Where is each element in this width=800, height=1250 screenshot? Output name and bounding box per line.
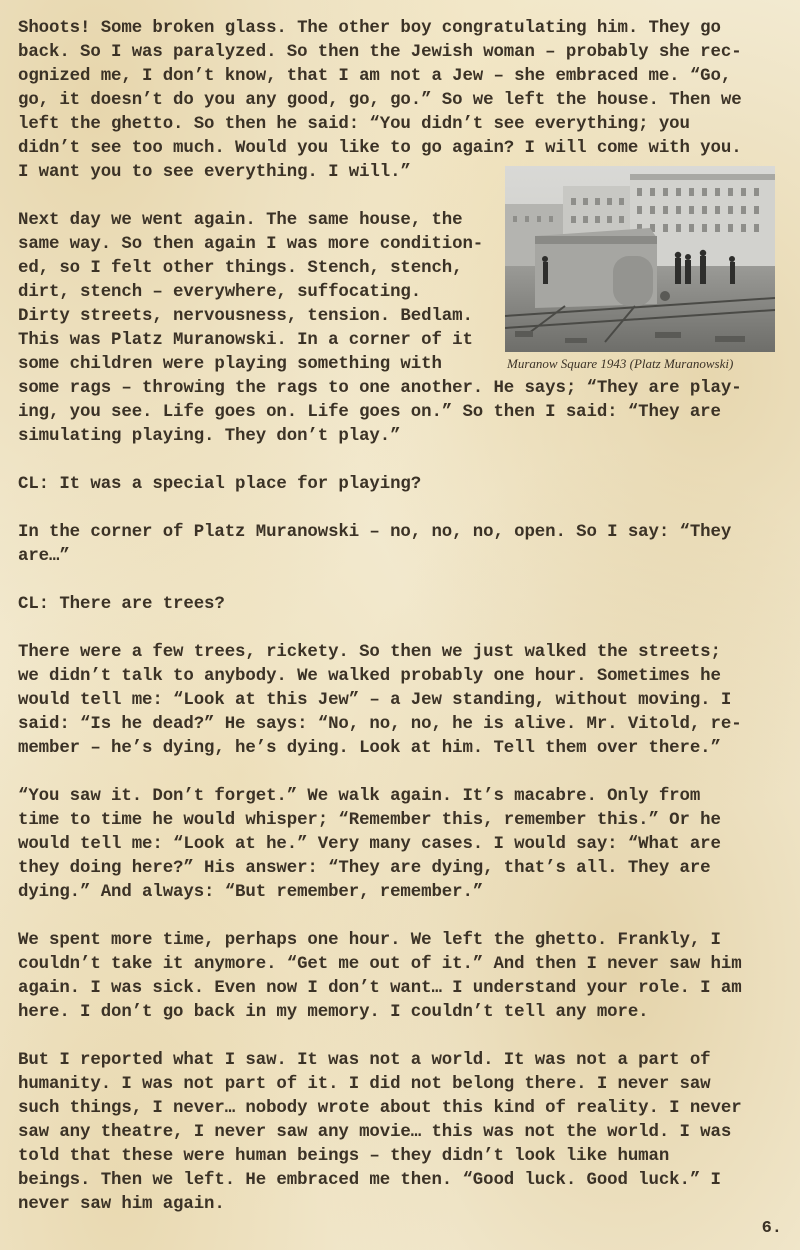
text-line: humanity. I was not part of it. I did not belong there. I never saw [18, 1075, 711, 1094]
text-line: CL: There are trees? [18, 595, 225, 614]
paragraph [18, 473, 778, 497]
text-line: again. I was sick. Even now I don’t want… I understand your role. I am [18, 979, 742, 998]
paragraph [18, 641, 778, 761]
text-line: saw any theatre, I never saw any movie… this was not the world. I was [18, 1123, 732, 1142]
text-line: left the ghetto. So then he said: “You didn’t see everything; you [18, 115, 690, 134]
text-line: But I reported what I saw. It was not a world. It was not a part of [18, 1051, 711, 1070]
paragraph [18, 785, 778, 905]
text-line: ing, you see. Life goes on. Life goes on.” So then I said: “They are [18, 403, 721, 422]
text-line: In the corner of Platz Muranowski – no, no, no, open. So I say: “They [18, 523, 732, 542]
paragraph [18, 929, 778, 1025]
text-line: back. So I was paralyzed. So then the Jewish woman – probably she rec- [18, 43, 742, 62]
text-line: some rags – throwing the rags to one another. He says; “They are play- [18, 379, 742, 398]
text-line: some children were playing something with [18, 355, 442, 374]
paragraph [18, 1049, 778, 1217]
text-line: would tell me: “Look at this Jew” – a Jew standing, without moving. I [18, 691, 732, 710]
paragraph [18, 17, 778, 185]
paragraph [18, 593, 778, 617]
text-line: member – he’s dying, he’s dying. Look at him. Tell them over there.” [18, 739, 721, 758]
text-line: same way. So then again I was more condition- [18, 235, 484, 254]
paragraph [18, 521, 778, 569]
photo-caption: Muranow Square 1943 (Platz Muranowski) [507, 356, 734, 371]
text-line: such things, I never… nobody wrote about this kind of reality. I never [18, 1099, 742, 1118]
text-line: I want you to see everything. I will.” [18, 163, 411, 182]
text-line: time to time he would whisper; “Remember this, remember this.” Or he [18, 811, 721, 830]
text-line: We spent more time, perhaps one hour. We left the ghetto. Frankly, I [18, 931, 721, 950]
text-line: Next day we went again. The same house, the [18, 211, 463, 230]
text-line: didn’t see too much. Would you like to go again? I will come with you. [18, 139, 742, 158]
text-line: beings. Then we left. He embraced me then. “Good luck. Good luck.” I [18, 1171, 721, 1190]
text-line: are…” [18, 547, 70, 566]
text-line: they doing here?” His answer: “They are dying, that’s all. They are [18, 859, 711, 878]
text-line: said: “Is he dead?” He says: “No, no, no, he is alive. Mr. Vitold, re- [18, 715, 742, 734]
text-line: never saw him again. [18, 1195, 225, 1214]
text-line: we didn’t talk to anybody. We walked probably one hour. Sometimes he [18, 667, 721, 686]
text-line: would tell me: “Look at he.” Very many cases. I would say: “What are [18, 835, 721, 854]
text-line: Dirty streets, nervousness, tension. Bedlam. [18, 307, 473, 326]
text-line: simulating playing. They don’t play.” [18, 427, 401, 446]
text-line: “You saw it. Don’t forget.” We walk again. It’s macabre. Only from [18, 787, 701, 806]
text-line: Shoots! Some broken glass. The other boy congratulating him. They go [18, 19, 721, 38]
text-line: CL: It was a special place for playing? [18, 475, 422, 494]
text-line: told that these were human beings – they didn’t look like human [18, 1147, 670, 1166]
text-line: go, it doesn’t do you any good, go, go.” So we left the house. Then we [18, 91, 742, 110]
page-number: 6. [761, 1219, 782, 1238]
text-line: couldn’t take it anymore. “Get me out of it.” And then I never saw him [18, 955, 742, 974]
text-line: here. I don’t go back in my memory. I couldn’t tell any more. [18, 1003, 649, 1022]
historical-photo [505, 166, 775, 372]
muranow-square-photo [505, 166, 775, 352]
text-line: ed, so I felt other things. Stench, stench, [18, 259, 463, 278]
text-line: ognized me, I don’t know, that I am not a Jew – she embraced me. “Go, [18, 67, 732, 86]
text-line: dying.” And always: “But remember, remember.” [18, 883, 484, 902]
text-line: There were a few trees, rickety. So then we just walked the streets; [18, 643, 721, 662]
text-line: This was Platz Muranowski. In a corner of it [18, 331, 473, 350]
text-line: dirt, stench – everywhere, suffocating. [18, 283, 422, 302]
